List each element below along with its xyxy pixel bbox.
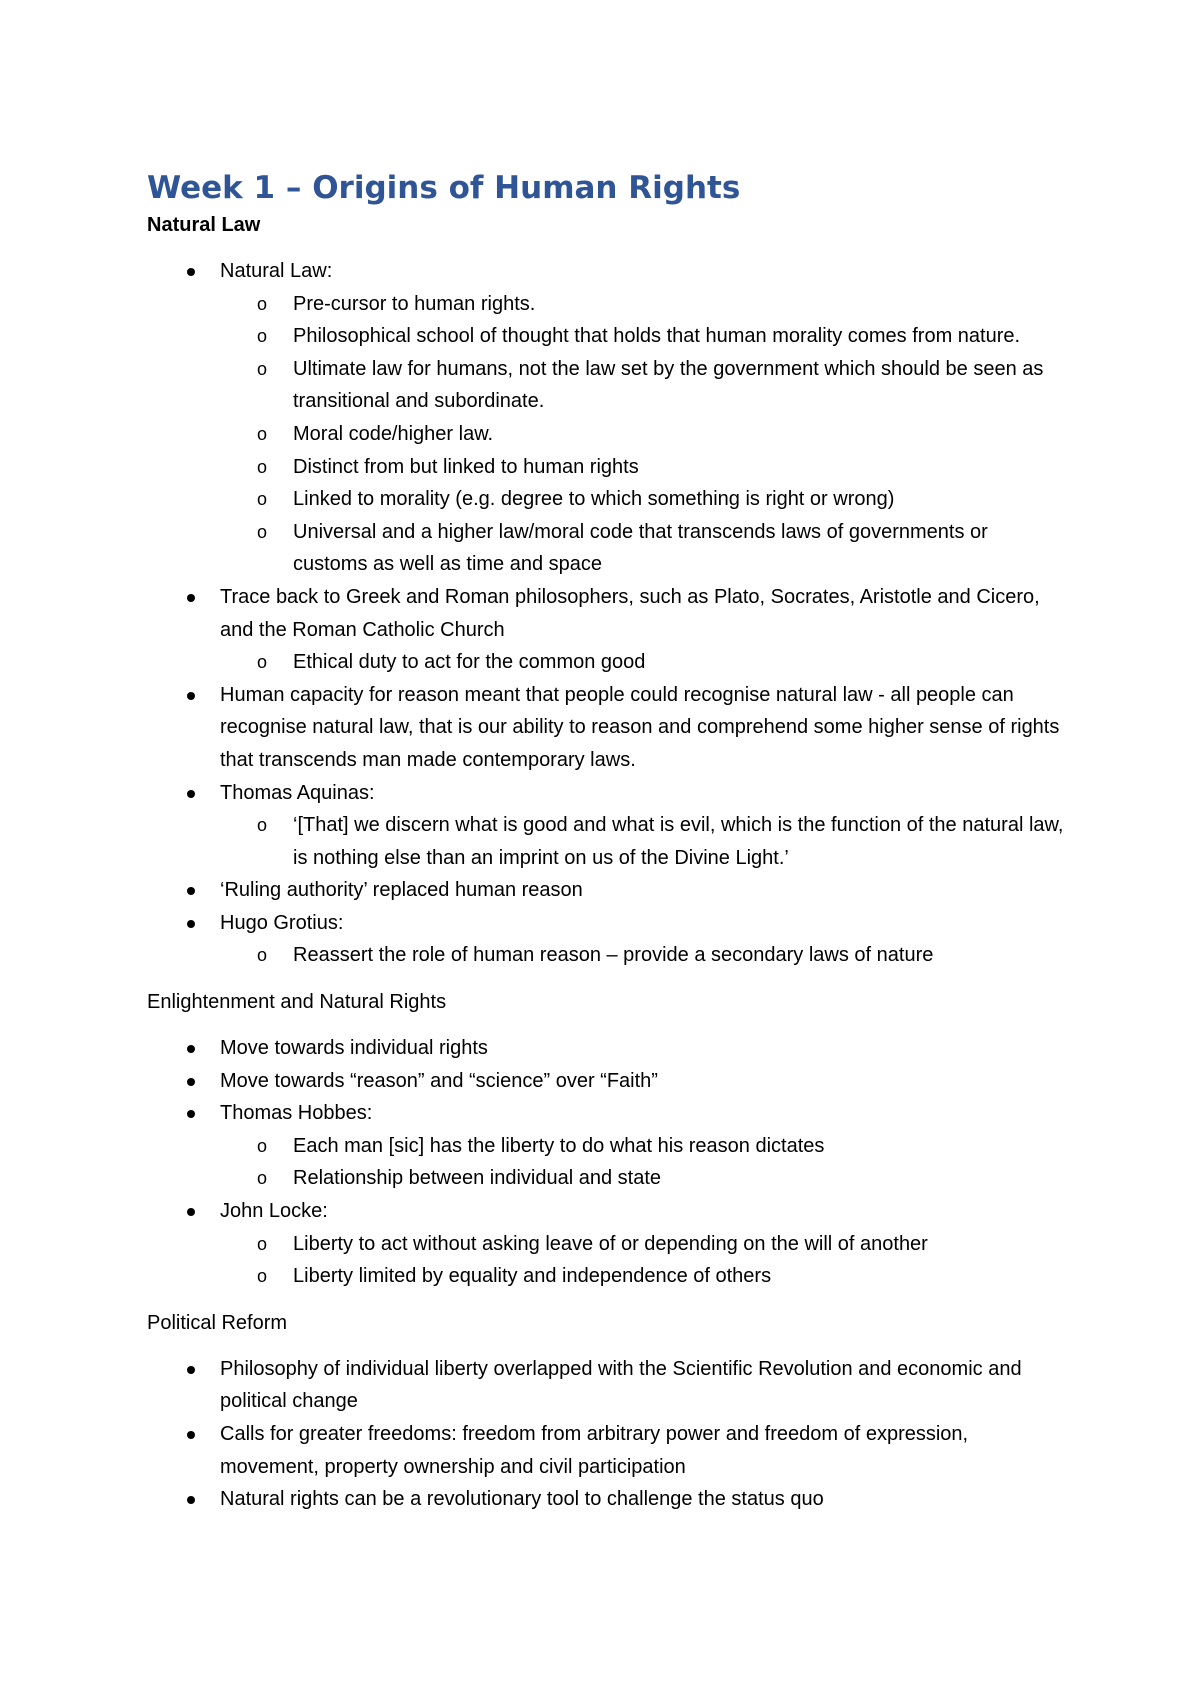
list-item xyxy=(147,1032,1067,1065)
document-content xyxy=(147,168,1067,1516)
hollow-circle-icon: o xyxy=(257,326,268,347)
sub-list-item-text: Linked to morality (e.g. degree to which something is right or wrong) xyxy=(293,488,895,511)
sub-list-item xyxy=(220,1130,1067,1163)
sub-list-item xyxy=(220,418,1067,451)
filled-dot-icon xyxy=(187,1078,195,1086)
sub-list-item xyxy=(220,1162,1067,1195)
list-item xyxy=(147,1418,1067,1483)
list-item-text: Thomas Aquinas: xyxy=(220,781,375,804)
hollow-circle-icon: o xyxy=(257,358,268,379)
hollow-circle-icon: o xyxy=(257,423,268,444)
list-item xyxy=(147,777,1067,875)
list-item xyxy=(147,581,1067,679)
hollow-circle-icon: o xyxy=(257,945,268,966)
hollow-circle-icon: o xyxy=(257,652,268,673)
list-item xyxy=(147,874,1067,907)
hollow-circle-icon: o xyxy=(257,489,268,510)
bullet-list xyxy=(147,1032,1067,1293)
filled-dot-icon xyxy=(187,268,195,276)
section-heading: Enlightenment and Natural Rights xyxy=(147,991,447,1014)
list-item-text: Hugo Grotius: xyxy=(220,911,344,934)
sub-list-item xyxy=(220,483,1067,516)
sub-list-item-text: Distinct from but linked to human rights xyxy=(293,455,639,478)
hollow-circle-icon: o xyxy=(257,456,268,477)
list-item-text: Move towards individual rights xyxy=(220,1037,488,1060)
filled-dot-icon xyxy=(187,1496,195,1504)
sub-list-item xyxy=(220,451,1067,484)
list-item xyxy=(147,255,1067,581)
sections-container xyxy=(147,209,1067,1516)
list-item-text: Natural rights can be a revolutionary tool to challenge the status quo xyxy=(220,1488,824,1511)
filled-dot-icon xyxy=(187,790,195,798)
sub-list-item xyxy=(220,516,1067,581)
hollow-circle-icon: o xyxy=(257,293,268,314)
list-item-text: Thomas Hobbes: xyxy=(220,1102,373,1125)
hollow-circle-icon: o xyxy=(257,1266,268,1287)
sub-list-item xyxy=(220,320,1067,353)
list-item-text: ‘Ruling authority’ replaced human reason xyxy=(220,879,583,902)
sub-list-item xyxy=(220,1228,1067,1261)
hollow-circle-icon: o xyxy=(257,1168,268,1189)
section xyxy=(147,986,1067,1293)
filled-dot-icon xyxy=(187,1045,195,1053)
list-item-text: Philosophy of individual liberty overlapped with the Scientific Revolution and economic and political change xyxy=(220,1357,1022,1413)
section xyxy=(147,1307,1067,1516)
sub-list-item xyxy=(220,288,1067,321)
list-item xyxy=(147,1483,1067,1516)
filled-dot-icon xyxy=(187,1208,195,1216)
sub-list-item xyxy=(220,1260,1067,1293)
sub-list-item xyxy=(220,646,1067,679)
section xyxy=(147,209,1067,972)
page-title: Week 1 – Origins of Human Rights xyxy=(147,170,741,206)
filled-dot-icon xyxy=(187,1431,195,1439)
list-item xyxy=(147,1353,1067,1418)
sub-list-item-text: Universal and a higher law/moral code that transcends laws of governments or customs as well as time and space xyxy=(293,520,988,576)
sub-bullet-list xyxy=(220,1130,1067,1195)
filled-dot-icon xyxy=(187,920,195,928)
sub-list-item-text: Relationship between individual and state xyxy=(293,1167,662,1190)
list-item-text: Trace back to Greek and Roman philosophers, such as Plato, Socrates, Aristotle and Cicero, and the Roman Catholic Church xyxy=(220,585,1040,641)
bullet-list xyxy=(147,1353,1067,1516)
filled-dot-icon xyxy=(187,1110,195,1118)
sub-list-item-text: Reassert the role of human reason – provide a secondary laws of nature xyxy=(293,944,934,967)
sub-list-item-text: Moral code/higher law. xyxy=(293,422,494,445)
filled-dot-icon xyxy=(187,594,195,602)
sub-bullet-list xyxy=(220,288,1067,581)
hollow-circle-icon: o xyxy=(257,521,268,542)
hollow-circle-icon: o xyxy=(257,1135,268,1156)
sub-bullet-list xyxy=(220,1228,1067,1293)
filled-dot-icon xyxy=(187,1366,195,1374)
sub-list-item-text: Pre-cursor to human rights. xyxy=(293,292,536,315)
sub-list-item xyxy=(220,353,1067,418)
section-heading: Political Reform xyxy=(147,1311,288,1334)
hollow-circle-icon: o xyxy=(257,1233,268,1254)
sub-bullet-list xyxy=(220,646,1067,679)
list-item xyxy=(147,1097,1067,1195)
list-item xyxy=(147,1195,1067,1293)
list-item-text: Human capacity for reason meant that people could recognise natural law - all people can recognise natural law, that is our ability to reason and comprehend some higher sense of rights that transcends man made contemporary laws. xyxy=(220,683,1060,771)
sub-list-item-text: Each man [sic] has the liberty to do what his reason dictates xyxy=(293,1134,825,1157)
list-item xyxy=(147,679,1067,777)
sub-list-item-text: ‘[That] we discern what is good and what is evil, which is the function of the natural law, is nothing else than an imprint on us of the Divine Light.’ xyxy=(293,814,1064,869)
list-item xyxy=(147,907,1067,972)
filled-dot-icon xyxy=(187,887,195,895)
list-item-text: Move towards “reason” and “science” over “Faith” xyxy=(220,1069,658,1092)
list-item xyxy=(147,1065,1067,1098)
sub-bullet-list xyxy=(220,809,1067,874)
sub-list-item-text: Philosophical school of thought that holds that human morality comes from nature. xyxy=(293,325,1021,348)
sub-list-item-text: Liberty limited by equality and independence of others xyxy=(293,1265,772,1288)
filled-dot-icon xyxy=(187,692,195,700)
sub-bullet-list xyxy=(220,939,1067,972)
sub-list-item xyxy=(220,939,1067,972)
section-heading: Natural Law xyxy=(147,214,261,236)
sub-list-item-text: Liberty to act without asking leave of or depending on the will of another xyxy=(293,1232,928,1255)
list-item-text: Natural Law: xyxy=(220,260,333,282)
list-item-text: John Locke: xyxy=(220,1200,328,1223)
hollow-circle-icon: o xyxy=(257,815,268,836)
sub-list-item-text: Ultimate law for humans, not the law set by the government which should be seen as transitional and subordinate. xyxy=(293,357,1044,413)
sub-list-item-text: Ethical duty to act for the common good xyxy=(293,651,646,674)
sub-list-item xyxy=(220,809,1067,874)
bullet-list xyxy=(147,255,1067,972)
list-item-text: Calls for greater freedoms: freedom from arbitrary power and freedom of expression, movement, property ownership and civil participation xyxy=(220,1423,969,1478)
